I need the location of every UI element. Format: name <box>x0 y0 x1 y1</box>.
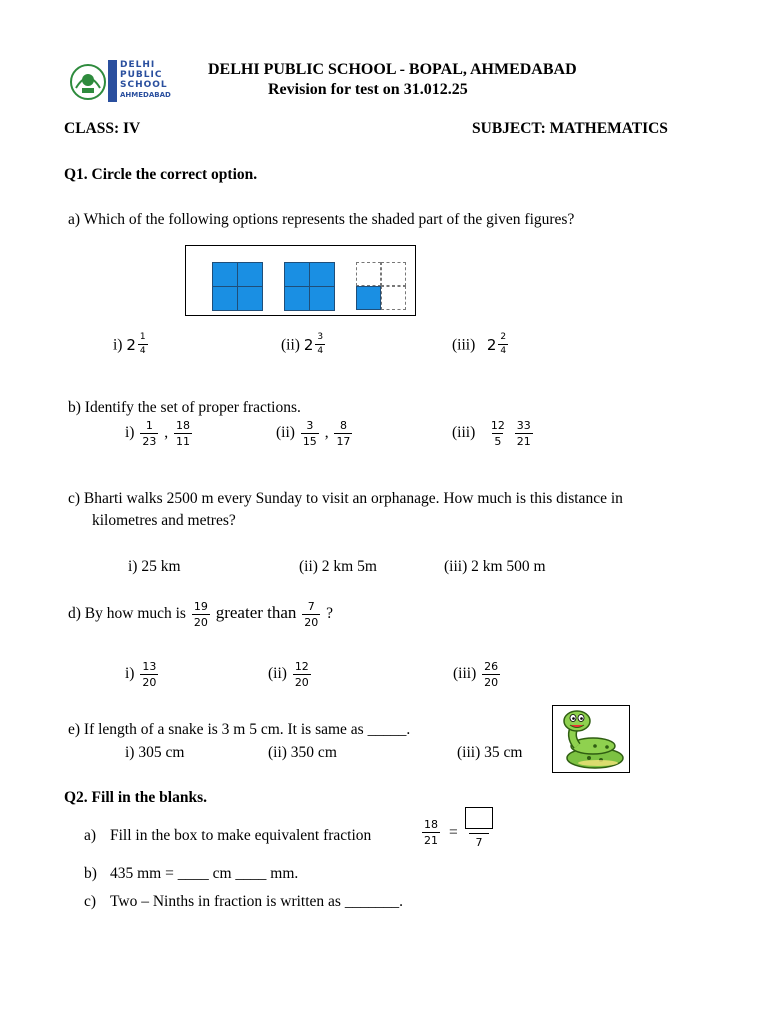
q1e-option-2[interactable]: (ii) 350 cm <box>268 744 337 761</box>
shaded-square-1 <box>212 262 263 311</box>
school-emblem-icon <box>68 62 108 102</box>
q1e-option-1[interactable]: i) 305 cm <box>125 744 185 761</box>
q2a-answer-fraction: 7 <box>465 807 493 849</box>
q2-title: Q2. Fill in the blanks. <box>64 789 207 806</box>
shaded-figures-box <box>185 245 416 316</box>
shaded-square-2 <box>284 262 335 311</box>
q1c-option-2[interactable]: (ii) 2 km 5m <box>299 558 377 575</box>
q1a-option-2[interactable]: (ii) 2 $\frac{3}{4}$ <box>281 332 324 356</box>
q2b-label: b) <box>84 865 97 882</box>
q1c-option-1[interactable]: i) 25 km <box>128 558 181 575</box>
q2c-label: c) <box>84 893 97 910</box>
q1-title: Q1. Circle the correct option. <box>64 166 258 183</box>
school-name: DELHI PUBLIC SCHOOL - BOPAL, AHMEDABAD <box>208 61 577 78</box>
logo-line-4: AHMEDABAD <box>120 91 171 99</box>
q1a-question: a) Which of the following options represents the shaded part of the given figures? <box>68 211 575 228</box>
q2a-fraction: $\frac{18}{21}$ <box>424 818 438 847</box>
q1b-option-2[interactable]: (ii) $\frac{3}{15}$ , $\frac{8}{17}$ <box>276 419 351 448</box>
snake-icon <box>553 706 629 772</box>
logo-side-strip <box>108 60 117 102</box>
q2a-equals: = <box>449 824 458 841</box>
revision-title: Revision for test on 31.012.25 <box>268 81 468 98</box>
q1d-option-2[interactable]: (ii) $\frac{12}{20}$ <box>268 660 309 689</box>
q1d-option-1[interactable]: i) $\frac{13}{20}$ <box>125 660 157 689</box>
logo-line-1: DELHI <box>120 60 156 70</box>
q1c-question-line-1: c) Bharti walks 2500 m every Sunday to visit an orphanage. How much is this distance in <box>68 490 623 507</box>
q2a-text: Fill in the box to make equivalent fraction <box>110 827 372 844</box>
q1e-question: e) If length of a snake is 3 m 5 cm. It is same as _____. <box>68 721 411 738</box>
q1b-question: b) Identify the set of proper fractions. <box>68 399 301 416</box>
logo-line-3: SCHOOL <box>120 80 168 90</box>
q1e-option-3[interactable]: (iii) 35 cm <box>457 744 523 761</box>
class-label: CLASS: IV <box>64 120 141 137</box>
q1b-option-1[interactable]: i) $\frac{1}{23}$ , $\frac{18}{11}$ <box>125 419 190 448</box>
q1d-question: d) By how much is $\frac{19}{20}$ greater than $\frac{7}{20}$ ? <box>68 600 334 629</box>
partial-square-3 <box>356 262 406 310</box>
q1d-option-3[interactable]: (iii) $\frac{26}{20}$ <box>453 660 499 689</box>
q1a-option-3[interactable]: (iii) 2 $\frac{2}{4}$ <box>452 332 507 356</box>
q2a-label: a) <box>84 827 97 844</box>
snake-illustration <box>552 705 630 773</box>
q1c-option-3[interactable]: (iii) 2 km 500 m <box>444 558 546 575</box>
subject-label: SUBJECT: MATHEMATICS <box>472 120 668 137</box>
q2b-text: 435 mm = ____ cm ____ mm. <box>110 865 299 882</box>
q1c-question-line-2: kilometres and metres? <box>92 512 236 529</box>
answer-box-input[interactable] <box>465 807 493 829</box>
q2c-text: Two – Ninths in fraction is written as _______. <box>110 893 403 910</box>
q1a-option-1[interactable]: i) 2 $\frac{1}{4}$ <box>113 332 146 356</box>
school-logo <box>68 60 172 104</box>
q1b-option-3[interactable]: (iii) $\frac{12}{5}$ $\frac{33}{21}$ <box>452 419 531 448</box>
logo-line-2: PUBLIC <box>120 70 163 80</box>
